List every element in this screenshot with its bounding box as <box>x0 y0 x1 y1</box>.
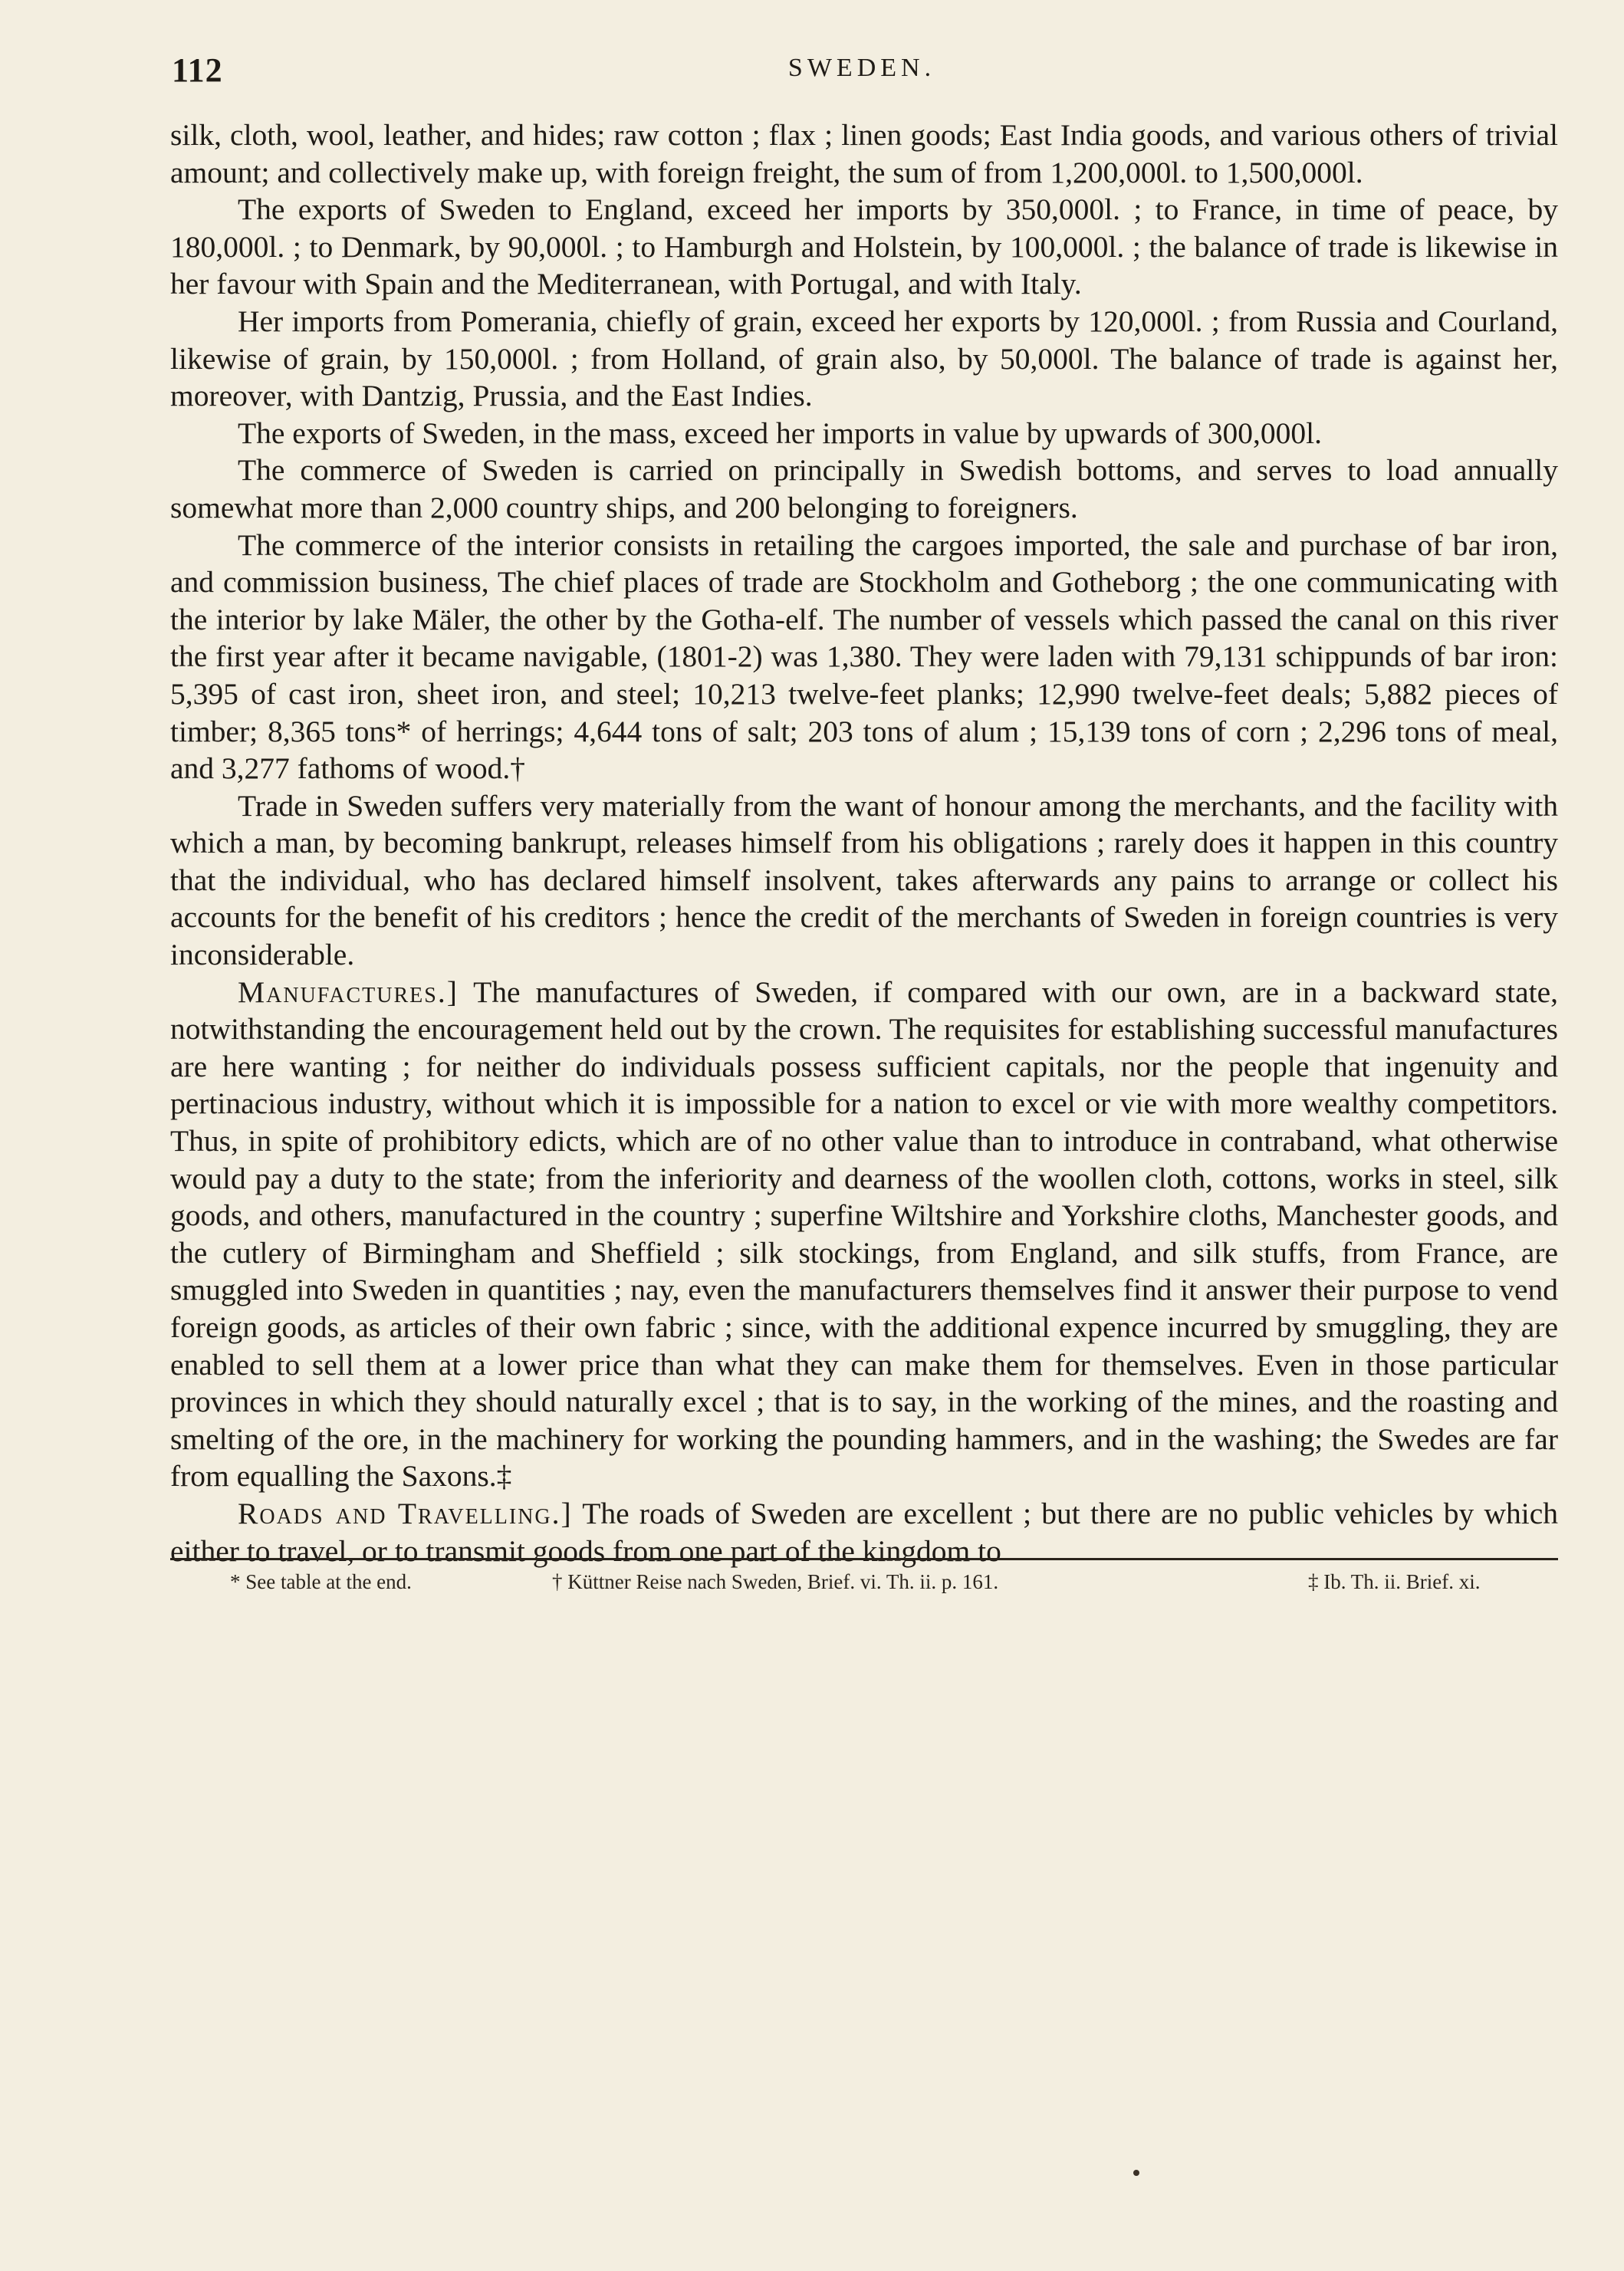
paragraph-imports-list: silk, cloth, wool, leather, and hides; raw cotton ; flax ; linen goods; East India goods, and various others of trivial amount; and collectively make up, with foreign freight, the sum of from 1,200,000l. to 1,500,000l. <box>170 118 1558 189</box>
paragraph-interior-commerce: The commerce of the interior consists in retailing the cargoes imported, the sale and purchase of bar iron, and commission business, The chief places of trade are Stockholm and Gotheborg ; the one communicating with the interior by lake Mäler, the other by the Gotha-elf. The number of vessels which passed the canal on this river the first year after it became navigable, (1801-2) was 1,380. They were laden with 79,131 schippunds of bar iron: 5,395 of cast iron, sheet iron, and steel; 10,213 twelve-feet planks; 12,990 twelve-feet deals; 5,882 pieces of timber; 8,365 tons* of herrings; 4,644 tons of salt; 203 tons of alum ; 15,139 tons of corn ; 2,296 tons of meal, and 3,277 fathoms of wood.† <box>170 527 1558 786</box>
paragraph-exports-mass: The exports of Sweden, in the mass, exceed her imports in value by upwards of 300,000l. <box>238 416 1322 450</box>
running-head <box>172 51 1552 104</box>
section-heading-manufactures: Manufactures.] <box>238 974 459 1009</box>
page-number: 112 <box>172 51 223 89</box>
footnote-ibid: ‡ Ib. Th. ii. Brief. xi. <box>1308 1570 1481 1593</box>
page-title: SWEDEN. <box>787 54 936 82</box>
section-manufactures <box>170 974 1558 1495</box>
footnote-kuttner: † Küttner Reise nach Sweden, Brief. vi. Th. ii. p. 161. <box>552 1570 999 1593</box>
footnotes <box>230 1570 1549 1601</box>
paragraph-trade-honour: Trade in Sweden suffers very materially from the want of honour among the merchants, and the facility with which a man, by becoming bankrupt, releases himself from his obligations ; rarely does it happen in this country that the individual, who has declared himself insolvent, takes afterwards any pains to arrange or collect his accounts for the benefit of his creditors ; hence the credit of the merchants of Sweden in foreign countries is very inconsiderable. <box>170 788 1558 972</box>
paragraph-commerce-ships: The commerce of Sweden is carried on principally in Swedish bottoms, and serves to load annually somewhat more than 2,000 country ships, and 200 belonging to foreigners. <box>170 453 1558 524</box>
footnote-table: * See table at the end. <box>230 1570 412 1593</box>
roads-text: The roads of Sweden are excellent ; but there are no public vehicles by which either to travel, or to transmit goods from one part of the kingdom to <box>170 1496 1558 1568</box>
body-text <box>170 117 1558 1569</box>
paragraph-exports-balance: The exports of Sweden to England, exceed her imports by 350,000l. ; to France, in time of peace, by 180,000l. ; to Denmark, by 90,000l. ; to Hamburgh and Holstein, by 100,000l. ; the balance of trade is likewise in her favour with Spain and the Mediterranean, with Portugal, and with Italy. <box>170 192 1558 301</box>
ink-speck <box>1133 2170 1139 2176</box>
manufactures-text: The manufactures of Sweden, if compared with our own, are in a backward state, notwithstanding the encouragement held out by the crown. The requisites for establishing successful manufactures are here wanting ; for neither do individuals possess sufficient capitals, nor the people that ingenuity and pertinacious industry, without which it is impossible for a nation to excel or vie with more wealthy competitors. Thus, in spite of prohibitory edicts, which are of no other value than to introduce in contraband, what otherwise would pay a duty to the state; from the inferiority and dearness of the woollen cloth, cottons, works in steel, silk goods, and others, manufactured in the country ; superfine Wiltshire and Yorkshire cloths, Manchester goods, and the cutlery of Birmingham and Sheffield ; silk stockings, from England, and silk stuffs, from France, are smuggled into Sweden in quantities ; nay, even the manufacturers themselves find it answer their purpose to vend foreign goods, as articles of their own fabric ; since, with the additional expence incurred by smuggling, they are enabled to sell them at a lower price than what they can make them for themselves. Even in those particular provinces in which they should naturally excel ; that is to say, in the working of the mines, and the roasting and smelting of the ore, in the machinery for working the pounding hammers, and in the washing; the Swedes are far from equalling the Saxons.‡ <box>170 974 1558 1494</box>
footnote-divider <box>170 1558 1558 1560</box>
paragraph-imports-balance: Her imports from Pomerania, chiefly of grain, exceed her exports by 120,000l. ; from Russia and Courland, likewise of grain, by 150,000l. ; from Holland, of grain also, by 50,000l. The balance of trade is against her, moreover, with Dantzig, Prussia, and the East Indies. <box>170 304 1558 413</box>
section-heading-roads: Roads and Travelling.] <box>238 1496 573 1530</box>
